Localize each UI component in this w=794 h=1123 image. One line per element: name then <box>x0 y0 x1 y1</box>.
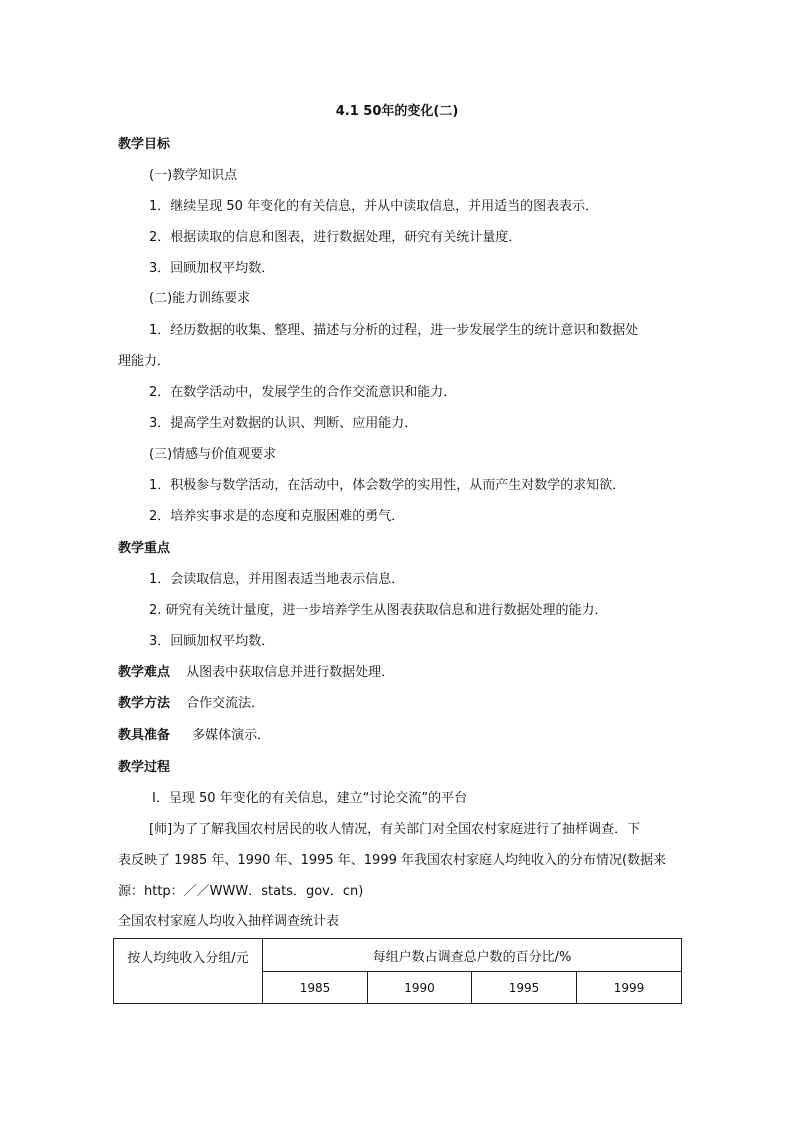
year-header-cell: 1999 <box>577 972 682 1004</box>
income-survey-table <box>113 938 682 1004</box>
objective-item-continued: 理能力． <box>118 354 171 369</box>
objective-item: 2．在数学活动中，发展学生的合作交流意识和能力． <box>149 385 457 400</box>
objective-item: 2．根据读取的信息和图表，进行数据处理，研究有关统计量度． <box>149 230 522 245</box>
objective-item: 3．提高学生对数据的认识、判断、应用能力． <box>149 416 418 431</box>
objective-item: 1．继续呈现 50 年变化的有关信息，并从中读取信息，并用适当的图表表示． <box>149 199 599 214</box>
objective-subheading-knowledge: (一)教学知识点 <box>149 168 238 183</box>
key-point-item: 2. 研究有关统计量度，进一步培养学生从图表获取信息和进行数据处理的能力． <box>149 603 608 618</box>
method-row <box>118 697 264 710</box>
process-paragraph: [师]为了了解我国农村居民的收人情况，有关部门对全国农村家庭进行了抽样调查．下 <box>149 822 641 837</box>
process-step: Ⅰ．呈现 50 年变化的有关信息，建立“讨论交流”的平台 <box>152 791 468 806</box>
objective-item: 3．回顾加权平均数． <box>149 261 275 276</box>
section-heading-method: 教学方法 <box>118 696 171 711</box>
objective-item: 2．培养实事求是的态度和克服困难的勇气． <box>149 509 405 524</box>
section-heading-difficulty: 教学难点 <box>118 665 171 680</box>
page-title: 4.1 50年的变化(二) <box>335 104 459 119</box>
table-caption: 全国农村家庭人均收入抽样调查统计表 <box>118 914 340 929</box>
row-header-cell: 按人均纯收入分组/元 <box>114 939 263 1004</box>
objective-subheading-ability: (二)能力训练要求 <box>149 291 251 306</box>
objective-item: 1．经历数据的收集、整理、描述与分析的过程，进一步发展学生的统计意识和数据处 <box>149 323 639 338</box>
year-header-cell: 1985 <box>263 972 368 1004</box>
objective-item: 1．积极参与数学活动，在活动中，体会数学的实用性，从而产生对数学的求知欲． <box>149 478 626 493</box>
tools-row <box>118 729 270 742</box>
process-paragraph-source: 源：http：／／WWW．stats．gov．cn) <box>118 884 364 899</box>
section-heading-objectives: 教学目标 <box>118 137 171 152</box>
difficulty-row <box>118 666 394 679</box>
tools-text: 多媒体演示． <box>192 728 271 743</box>
key-point-item: 3．回顾加权平均数． <box>149 634 275 649</box>
section-heading-key-points: 教学重点 <box>118 541 171 556</box>
objective-subheading-values: (三)情感与价值观要求 <box>149 447 277 462</box>
difficulty-text: 从图表中获取信息并进行数据处理． <box>186 665 395 680</box>
process-paragraph: 表反映了 1985 年、1990 年、1995 年、1999 年我国农村家庭人均纯收入的分布情况(数据来 <box>118 853 667 868</box>
year-header-cell: 1990 <box>368 972 472 1004</box>
key-point-item: 1．会读取信息，并用图表适当地表示信息． <box>149 572 405 587</box>
group-header-cell: 每组户数占调查总户数的百分比/% <box>263 939 682 972</box>
section-heading-tools: 教具准备 <box>118 728 171 743</box>
year-header-cell: 1995 <box>472 972 577 1004</box>
method-text: 合作交流法． <box>186 696 265 711</box>
section-heading-process: 教学过程 <box>118 760 171 775</box>
